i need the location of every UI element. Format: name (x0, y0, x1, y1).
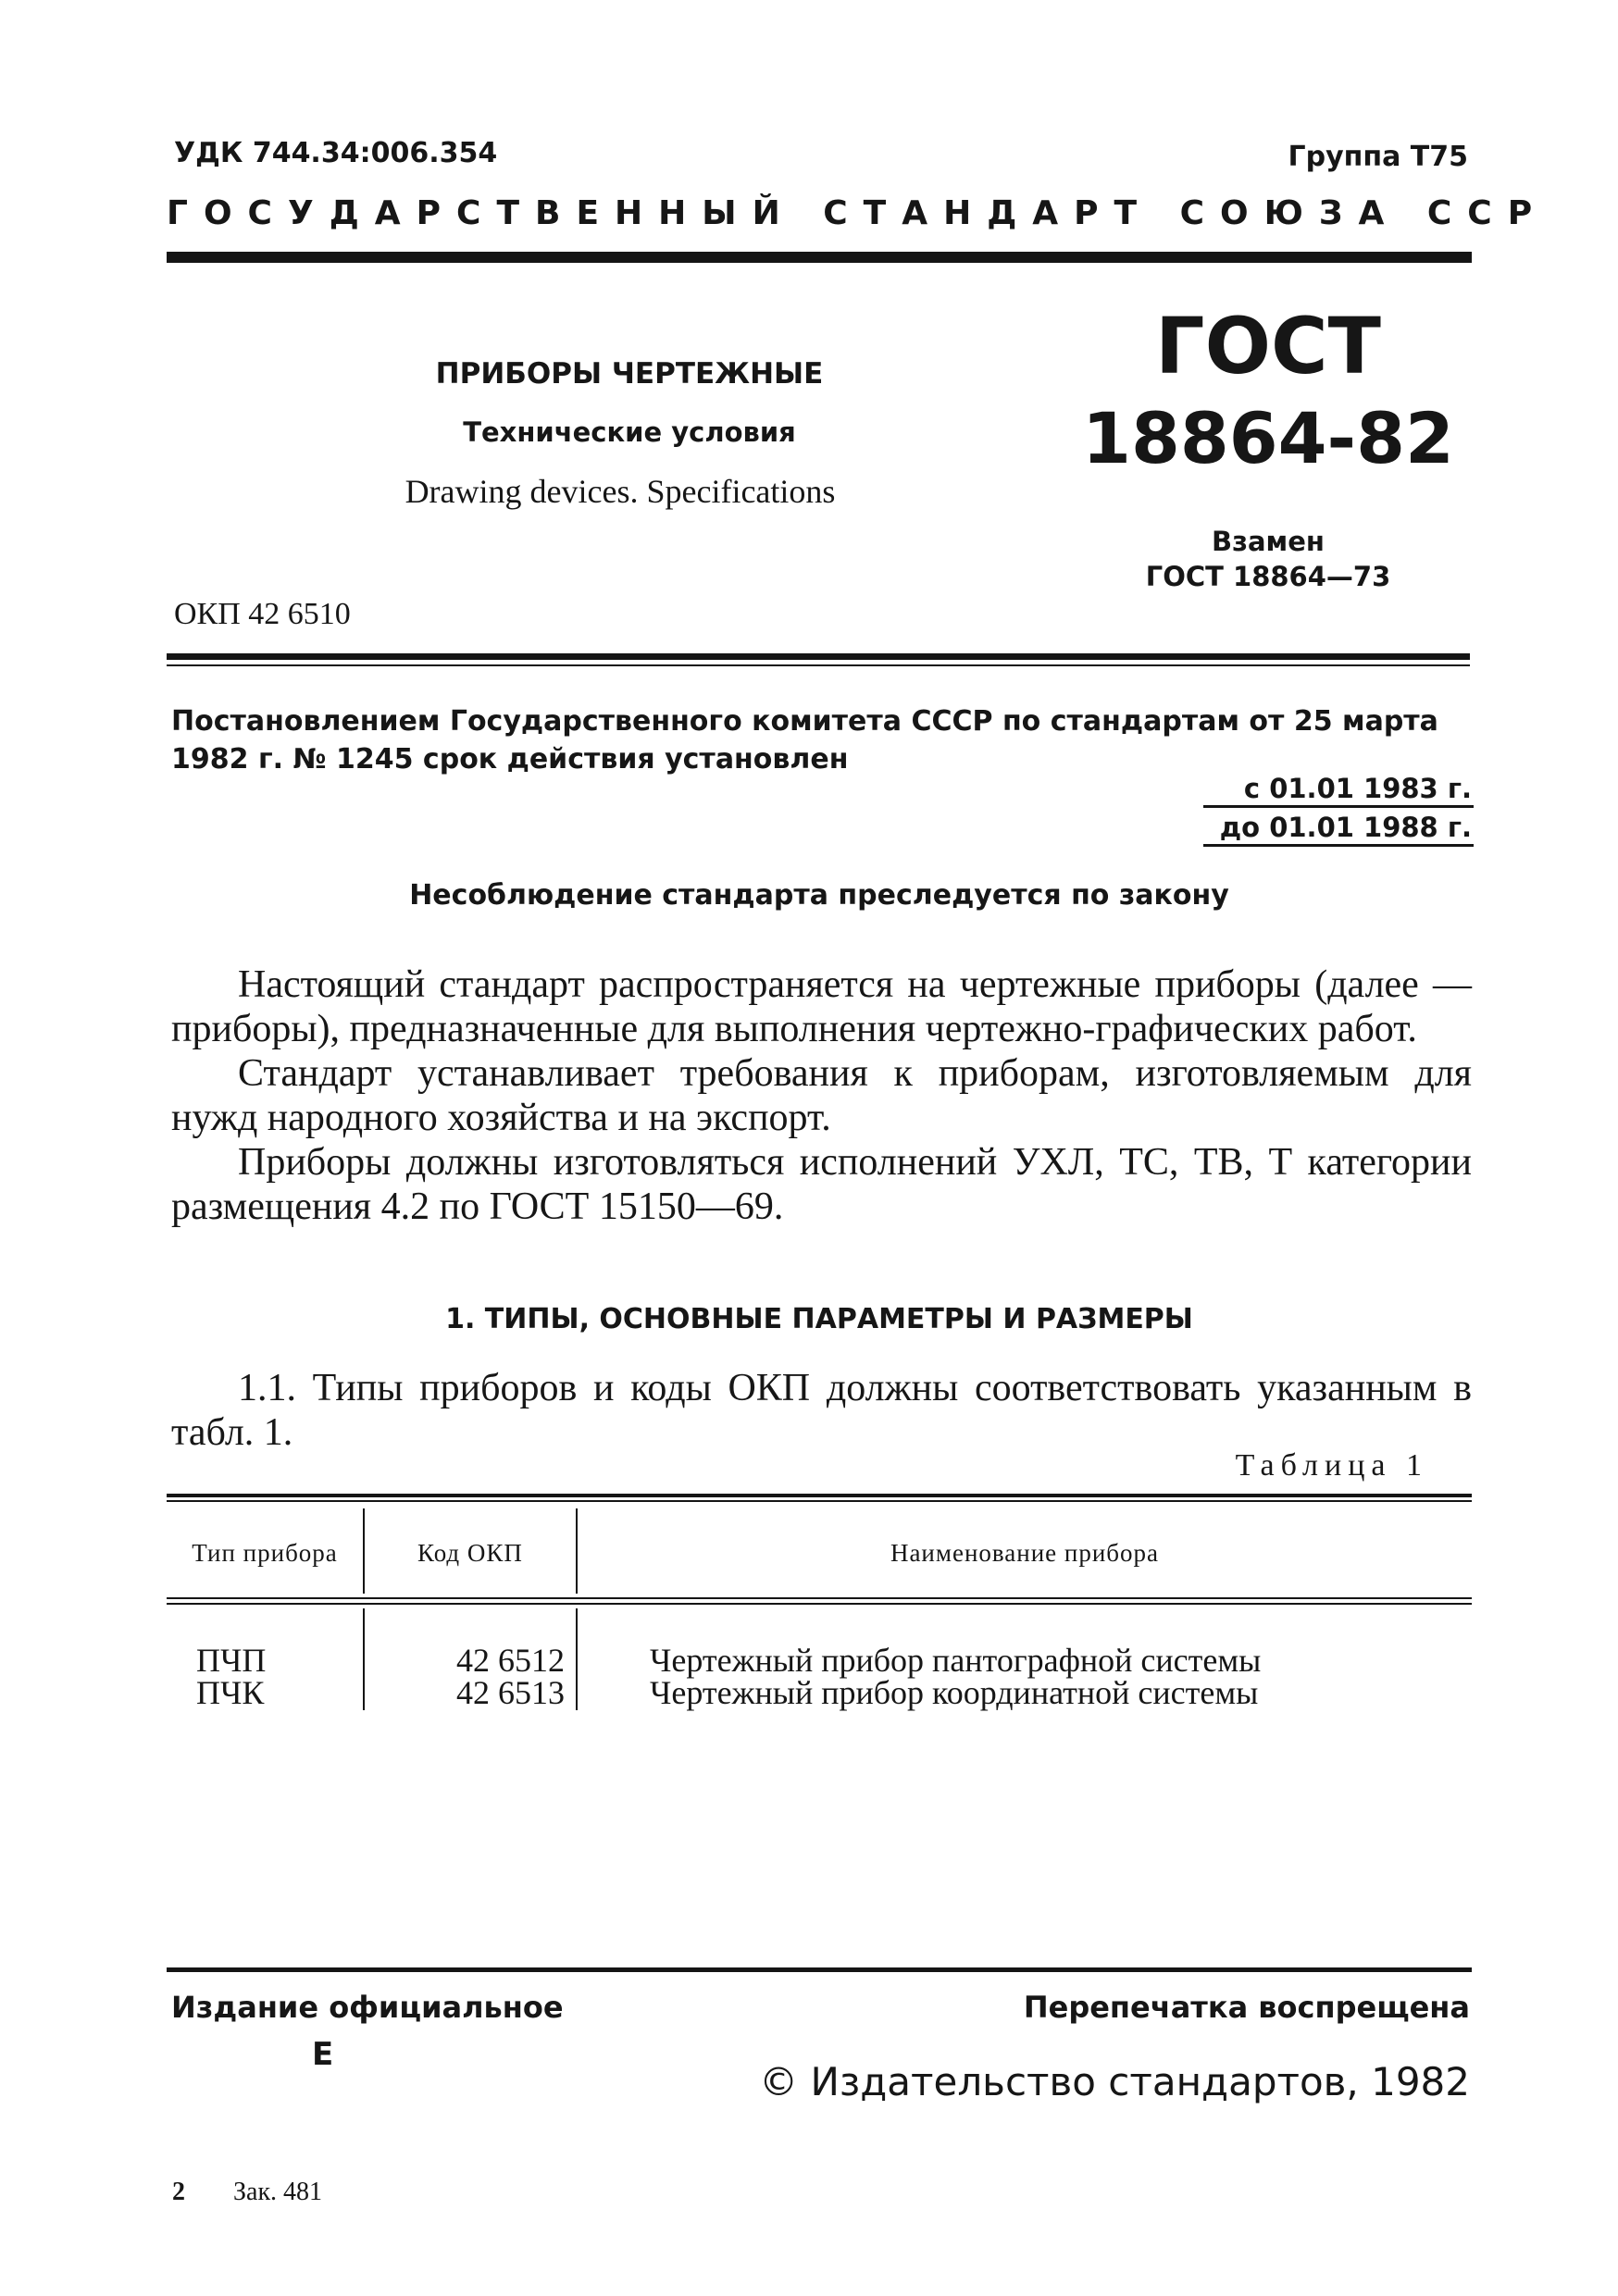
intro-paragraph: Настоящий стандарт распространяется на чертежные приборы (далее — приборы), предназначенные для выполнения чертежно-графических работ. (171, 963, 1472, 1050)
reprint-notice: Перепечатка воспрещена (1023, 1990, 1470, 2025)
table-caption: Таблица 1 (1235, 1448, 1428, 1483)
table-cell: 42 6512 (456, 1642, 565, 1679)
intro-paragraph: Приборы должны изготовляться исполнений УХЛ, ТС, ТВ, Т категории размещения 4.2 по ГОСТ 15150—69. (171, 1141, 1472, 1228)
top-divider (167, 252, 1472, 263)
group-code: Группа Т75 (1288, 141, 1468, 173)
decree-text: Постановлением Государственного комитета СССР по стандартам от 25 марта 1982 г. № 1245 срок действия установлен (171, 705, 1438, 776)
table-header-rule (167, 1597, 1472, 1599)
table-cell: Чертежный прибор пантографной системы (650, 1642, 1262, 1679)
clause-1-1: 1.1. Типы приборов и коды ОКП должны соответствовать указанным в табл. 1. (171, 1367, 1472, 1454)
table-header-cell: Наименование прибора (890, 1539, 1160, 1567)
table-cell: 42 6513 (456, 1674, 565, 1711)
udk-code: УДК 744.34:006.354 (174, 137, 498, 169)
state-standard-heading: ГОСУДАРСТВЕННЫЙ СТАНДАРТ СОЮЗА ССР (167, 194, 1549, 232)
table-header-rule (167, 1603, 1472, 1605)
intro-text (171, 962, 1472, 1229)
legal-warning: Несоблюдение стандарта преследуется по закону (409, 879, 1229, 912)
table-column-divider (363, 1608, 365, 1710)
edition-label: Издание официальное (171, 1990, 564, 2025)
english-title: Drawing devices. Specifications (404, 473, 836, 510)
copyright-notice: © Издательство стандартов, 1982 (759, 2059, 1470, 2104)
document-subtitle: Технические условия (463, 416, 796, 448)
section-divider-thick (167, 653, 1470, 660)
table-cell: Чертежный прибор координатной системы (650, 1674, 1259, 1711)
date-underline (1203, 805, 1474, 808)
table-column-divider (576, 1608, 578, 1710)
replaces-standard: ГОСТ 18864—73 (1145, 560, 1391, 592)
replaces-label: Взамен (1212, 526, 1325, 557)
gost-number: 18864-82 (1082, 397, 1454, 479)
date-underline (1203, 844, 1474, 847)
document-title: ПРИБОРЫ ЧЕРТЕЖНЫЕ (435, 357, 824, 391)
edition-mark: Е (312, 2036, 334, 2073)
table-top-rule (167, 1500, 1472, 1502)
gost-label: ГОСТ (1155, 301, 1381, 391)
section-heading: 1. ТИПЫ, ОСНОВНЫЕ ПАРАМЕТРЫ И РАЗМЕРЫ (445, 1303, 1193, 1335)
order-number: Зак. 481 (233, 2178, 323, 2206)
valid-to-date: до 01.01 1988 г. (1219, 812, 1472, 843)
table-header-cell: Тип прибора (192, 1539, 338, 1567)
valid-from-date: с 01.01 1983 г. (1243, 773, 1472, 804)
table-header-cell: Код ОКП (417, 1539, 523, 1567)
intro-paragraph: Стандарт устанавливает требования к приборам, изготовляемым для нужд народного хозяйства и на экспорт. (171, 1052, 1472, 1139)
page-number: 2 (172, 2178, 185, 2206)
footer-divider (167, 1967, 1472, 1972)
replaces-note (1074, 525, 1462, 594)
okp-code: ОКП 42 6510 (174, 597, 351, 631)
section-divider-thin (167, 664, 1470, 666)
table-cell: ПЧП (196, 1642, 267, 1679)
table-top-rule (167, 1494, 1472, 1497)
table-cell: ПЧК (196, 1674, 265, 1711)
